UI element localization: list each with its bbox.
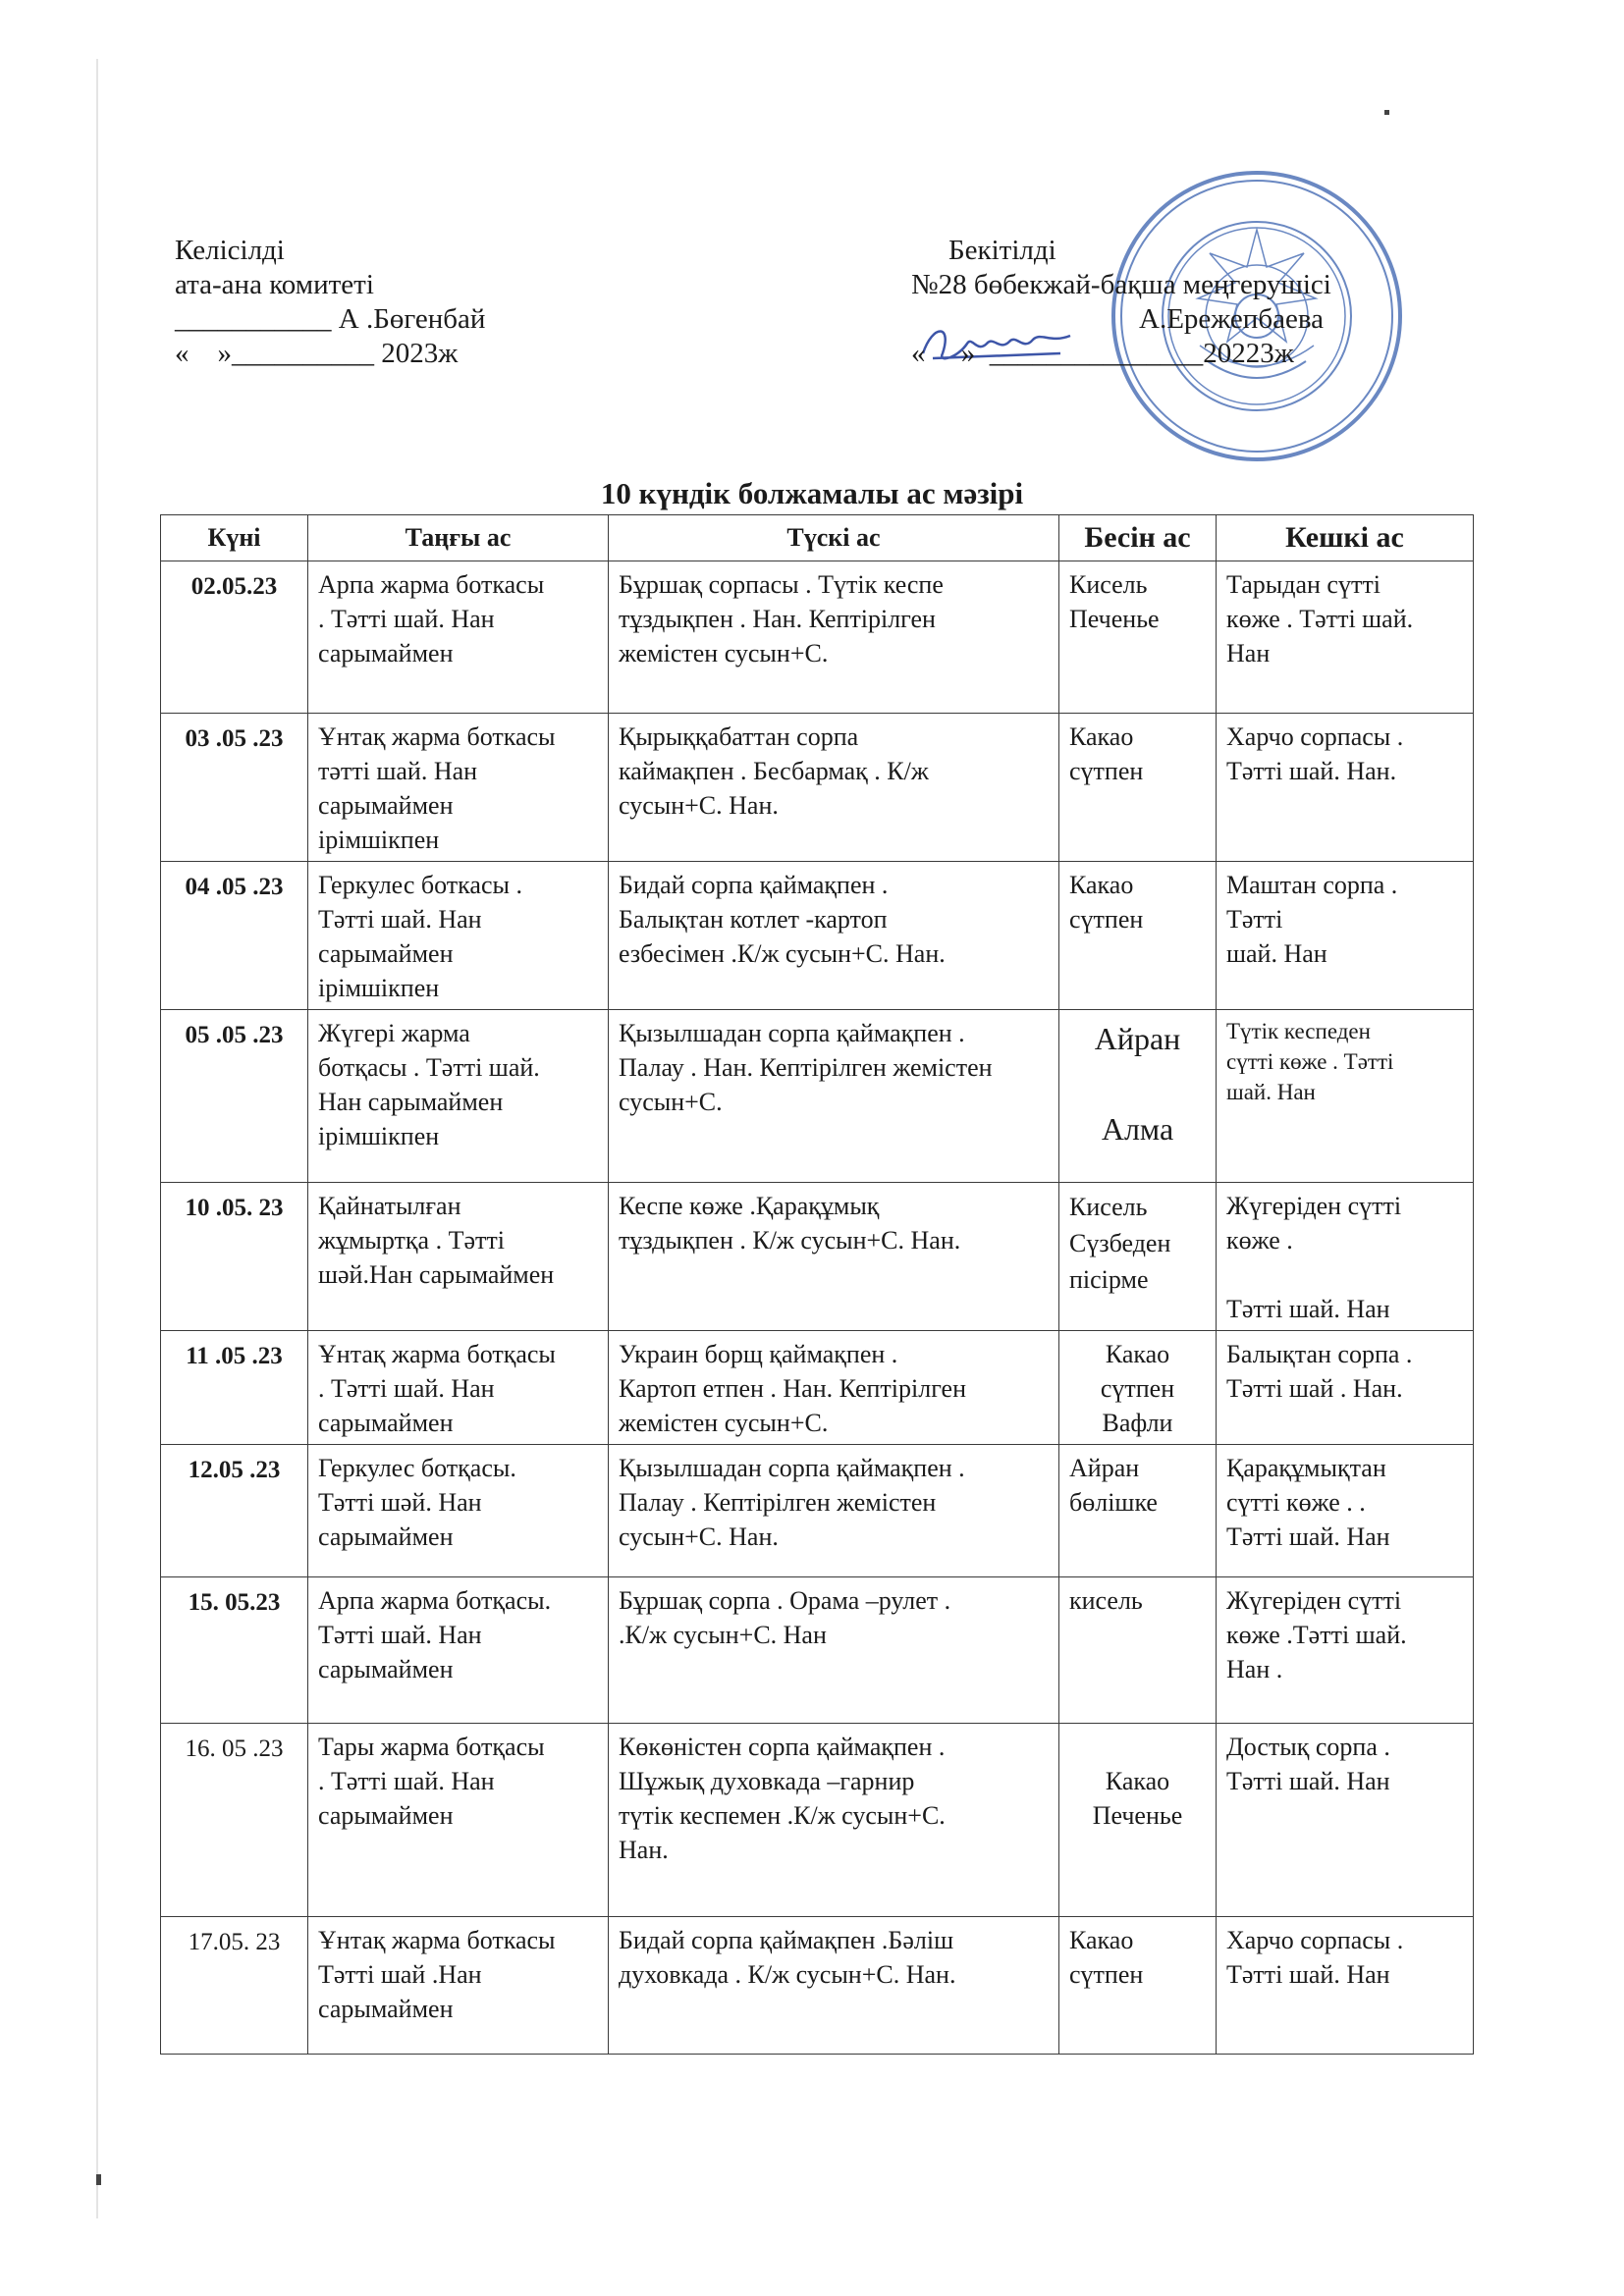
table-row — [161, 862, 1474, 1010]
dinner-cell: Маштан сорпа . Тәтті шай. Нан — [1217, 862, 1474, 1010]
dinner-cell: Балықтан сорпа . Тәтті шай . Нан. — [1217, 1331, 1474, 1445]
column-header-snack: Бесін ас — [1059, 515, 1217, 561]
menu-title: 10 күндік болжамалы ас мәзірі — [600, 476, 1024, 510]
date-cell: 11 .05 .23 — [161, 1331, 308, 1445]
snack-cell: Айран Алма — [1059, 1010, 1217, 1183]
table-row — [161, 561, 1474, 714]
table-row — [161, 1724, 1474, 1917]
lunch-cell: Бидай сорпа қаймақпен .Бәліш духовкада . К/ж сусын+С. Нан. — [609, 1917, 1059, 2055]
snack-cell: кисель — [1059, 1577, 1217, 1724]
breakfast-cell: Тары жарма ботқасы . Тәтті шай. Нан сарымаймен — [308, 1724, 609, 1917]
snack-cell: Какао сүтпен — [1059, 1917, 1217, 2055]
table-row — [161, 1445, 1474, 1577]
breakfast-cell: Геркулес боткасы . Тәтті шай. Нан сарымаймен ірімшікпен — [308, 862, 609, 1010]
lunch-cell: Бұршақ сорпасы . Түтік кеспе тұздықпен . Нан. Кептірілген жемістен сусын+С. — [609, 561, 1059, 714]
breakfast-cell: Жүгері жарма ботқасы . Тәтті шай. Нан сарымаймен ірімшікпен — [308, 1010, 609, 1183]
breakfast-cell: Геркулес ботқасы. Тәтті шәй. Нан сарымаймен — [308, 1445, 609, 1577]
scan-edge — [96, 59, 98, 2218]
column-header-date: Күні — [161, 515, 308, 561]
date-cell: 02.05.23 — [161, 561, 308, 714]
parent-committee-label: ата-ана комитеті — [175, 269, 374, 300]
snack-cell: Какао сүтпен Вафли — [1059, 1331, 1217, 1445]
head-name-label: А.Ережепбаева — [1139, 303, 1325, 335]
head-title-label: №28 бөбекжай-бақша меңгерушісі — [911, 269, 1331, 300]
breakfast-cell: Ұнтақ жарма ботқасы . Тәтті шай. Нан сарымаймен — [308, 1331, 609, 1445]
lunch-cell: Кеспе көже .Қарақұмық тұздықпен . К/ж сусын+С. Нан. — [609, 1183, 1059, 1331]
date-cell: 04 .05 .23 — [161, 862, 308, 1010]
column-header-lunch: Түскі ас — [609, 515, 1059, 561]
approved-label: Бекітілді — [948, 235, 1056, 266]
lunch-cell: Қызылшадан сорпа қаймақпен . Палау . Кептірілген жемістен сусын+С. Нан. — [609, 1445, 1059, 1577]
breakfast-cell: Арпа жарма ботқасы. Тәтті шай. Нан сарымаймен — [308, 1577, 609, 1724]
agreed-block — [175, 234, 485, 371]
committee-signature-line: ___________ А .Бөгенбай — [175, 303, 486, 335]
snack-cell: Какао Печенье — [1059, 1724, 1217, 1917]
snack-cell: Какао сүтпен — [1059, 714, 1217, 862]
menu-table-header-row — [161, 515, 1474, 561]
lunch-cell: Қызылшадан сорпа қаймақпен . Палау . Нан. Кептірілген жемістен сусын+С. — [609, 1010, 1059, 1183]
snack-cell: Кисель Печенье — [1059, 561, 1217, 714]
breakfast-cell: Ұнтақ жарма боткасы тәтті шай. Нан сарымаймен ірімшікпен — [308, 714, 609, 862]
table-row — [161, 1183, 1474, 1331]
scan-speck — [1384, 110, 1389, 115]
column-header-breakfast: Таңғы ас — [308, 515, 609, 561]
table-row — [161, 1577, 1474, 1724]
lunch-cell: Бидай сорпа қаймақпен . Балықтан котлет -картоп езбесімен .К/ж сусын+С. Нан. — [609, 862, 1059, 1010]
dinner-cell: Жүгеріден сүтті көже .Тәтті шай. Нан . — [1217, 1577, 1474, 1724]
date-cell: 10 .05. 23 — [161, 1183, 308, 1331]
scan-speck — [96, 2174, 101, 2185]
table-row — [161, 1917, 1474, 2055]
dinner-cell: Харчо сорпасы . Тәтті шай. Нан — [1217, 1917, 1474, 2055]
breakfast-cell: Арпа жарма боткасы . Тәтті шай. Нан сарымаймен — [308, 561, 609, 714]
agreed-label: Келісілді — [175, 235, 285, 266]
approved-block — [911, 234, 1331, 371]
table-row — [161, 1010, 1474, 1183]
lunch-cell: Көкөністен сорпа қаймақпен . Шұжық духовкада –гарнир түтік кеспемен .К/ж сусын+С. Нан. — [609, 1724, 1059, 1917]
lunch-cell: Бұршақ сорпа . Орама –рулет . .К/ж сусын+С. Нан — [609, 1577, 1059, 1724]
lunch-cell: Украин борщ қаймақпен . Картоп етпен . Нан. Кептірілген жемістен сусын+С. — [609, 1331, 1059, 1445]
dinner-cell: Жүгеріден сүтті көже . Тәтті шай. Нан — [1217, 1183, 1474, 1331]
dinner-cell: Түтік кеспеден сүтті көже . Тәтті шай. Нан — [1217, 1010, 1474, 1183]
breakfast-cell: Қайнатылған жұмыртқа . Тәтті шәй.Нан сарымаймен — [308, 1183, 609, 1331]
approved-date-line: « » _______________20223ж — [911, 338, 1294, 369]
dinner-cell: Харчо сорпасы . Тәтті шай. Нан. — [1217, 714, 1474, 862]
agreed-date-line: « »__________ 2023ж — [175, 338, 459, 369]
snack-cell: Кисель Сүзбеден пісірме — [1059, 1183, 1217, 1331]
date-cell: 12.05 .23 — [161, 1445, 308, 1577]
date-cell: 15. 05.23 — [161, 1577, 308, 1724]
column-header-dinner: Кешкі ас — [1217, 515, 1474, 561]
date-cell: 05 .05 .23 — [161, 1010, 308, 1183]
menu-table — [160, 514, 1474, 2055]
dinner-cell: Қарақұмықтан сүтті көже . . Тәтті шай. Нан — [1217, 1445, 1474, 1577]
table-row — [161, 714, 1474, 862]
lunch-cell: Қырыққабаттан сорпа каймақпен . Бесбармақ . К/ж сусын+С. Нан. — [609, 714, 1059, 862]
date-cell: 03 .05 .23 — [161, 714, 308, 862]
table-row — [161, 1331, 1474, 1445]
dinner-cell: Достық сорпа . Тәтті шай. Нан — [1217, 1724, 1474, 1917]
snack-cell: Айран бөлішке — [1059, 1445, 1217, 1577]
date-cell: 17.05. 23 — [161, 1917, 308, 2055]
dinner-cell: Тарыдан сүтті көже . Тәтті шай. Нан — [1217, 561, 1474, 714]
breakfast-cell: Ұнтақ жарма боткасы Тәтті шай .Нан сарымаймен — [308, 1917, 609, 2055]
snack-cell: Какао сүтпен — [1059, 862, 1217, 1010]
date-cell: 16. 05 .23 — [161, 1724, 308, 1917]
